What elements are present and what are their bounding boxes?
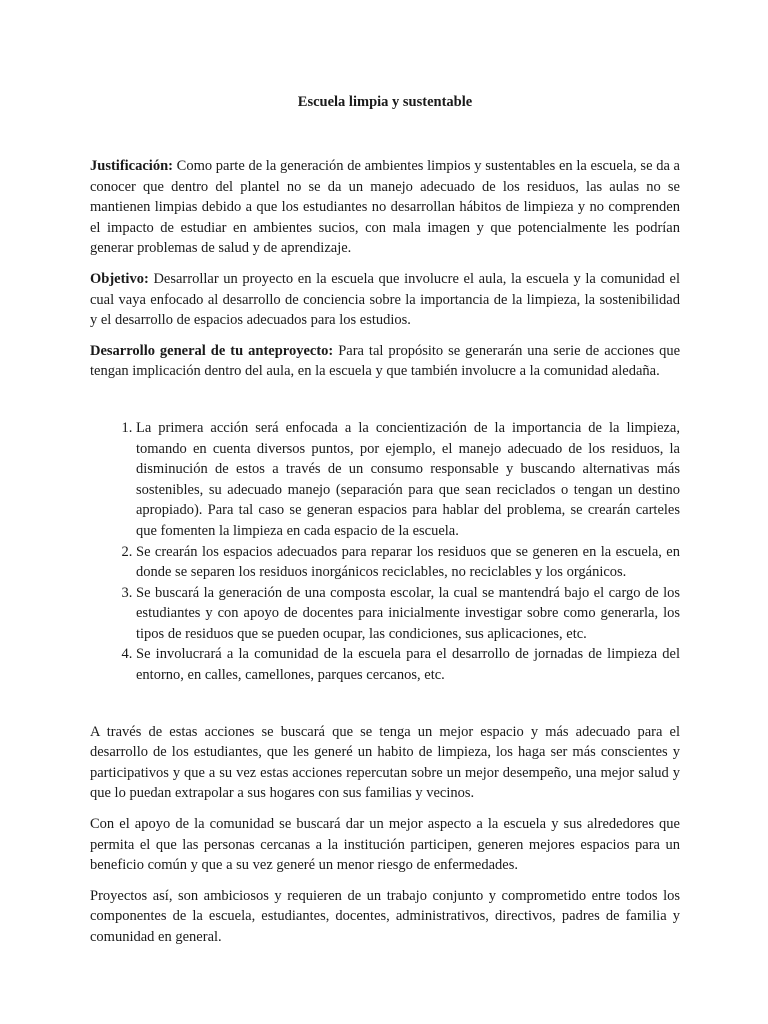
justificacion-text: Como parte de la generación de ambientes limpios y sustentables en la escuela, se da a conocer que dentro del plantel no se da un manejo adecuado de los residuos, las aulas no se mantienen limpias debido a que los estudiantes no desarrollan hábitos de limpieza y no comprenden el impacto de estudiar en ambientes sucios, con mala imagen y que potencialmente les podrían generar problemas de salud y de aprendizaje. — [90, 158, 680, 257]
conclusion-paragraph-1: A través de estas acciones se buscará que se tenga un mejor espacio y más adecuado para el desarrollo de los estudiantes, que les generé un habito de limpieza, los haga ser más conscientes y participativos y que a su vez estas acciones repercutan sobre un mejor desempeño, una mejor salud y que lo puedan extrapolar a sus hogares con sus familias y vecinos. — [90, 723, 680, 802]
desarrollo-paragraph — [90, 341, 680, 382]
list-item: 1. La primera acción será enfocada a la concientización de la importancia de la limpieza, tomando en cuenta diversos puntos, por ejemplo, el manejo adecuado de los residuos, la disminución de estos a través de un consumo responsable y buscando alternativas más sostenibles, su adecuado manejo (separación para que sean reciclados o tengan un destino apropiado). Para tal caso se generan espacios para hablar del problema, se crearán carteles que fomenten la limpieza en cada espacio de la escuela. — [136, 418, 680, 542]
list-item: 2. Se crearán los espacios adecuados para reparar los residuos que se generen en la escuela, en donde se separen los residuos inorgánicos reciclables, no reciclables y los orgánicos. — [136, 542, 680, 583]
justificacion-paragraph — [90, 156, 680, 259]
conclusion-paragraph-2: Con el apoyo de la comunidad se buscará dar un mejor aspecto a la escuela y sus alrededores que permita el que las personas cercanas a la institución participen, generen mejores espacios para un beneficio común y que a su vez generé un menor riesgo de enfermedades. — [90, 816, 680, 874]
desarrollo-text: Para tal propósito se generarán una serie de acciones que tengan implicación dentro del aula, en la escuela y que también involucre a la comunidad aledaña. — [90, 342, 681, 380]
document-title: Escuela limpia y sustentable — [297, 94, 473, 110]
objetivo-label: Objetivo: — [90, 270, 149, 287]
conclusion-paragraph-3: Proyectos así, son ambiciosos y requieren de un trabajo conjunto y comprometido entre todos los componentes de la escuela, estudiantes, docentes, administrativos, directivos, padres de familia y comunidad en general. — [90, 887, 680, 945]
list-item: 3. Se buscará la generación de una composta escolar, la cual se mantendrá bajo el cargo de los estudiantes y con apoyo de docentes para inicialmente investigar sobre como generarla, los tipos de residuos que se pueden ocupar, las condiciones, sus aplicaciones, etc. — [136, 583, 680, 645]
justificacion-label: Justificación: — [90, 158, 173, 174]
objetivo-text: Desarrollar un proyecto en la escuela que involucre el aula, la escuela y la comunidad el cual vaya enfocado al desarrollo de conciencia sobre la importancia de la limpieza, la sostenibilidad y el desarrollo de espacios adecuados para los estudios. — [90, 270, 680, 329]
list-item: 4. Se involucrará a la comunidad de la escuela para el desarrollo de jornadas de limpieza del entorno, en calles, camellones, parques cercanos, etc. — [136, 644, 680, 685]
desarrollo-label: Desarrollo general de tu anteproyecto: — [90, 342, 334, 359]
objetivo-paragraph — [90, 269, 680, 331]
acciones-list — [90, 418, 680, 686]
